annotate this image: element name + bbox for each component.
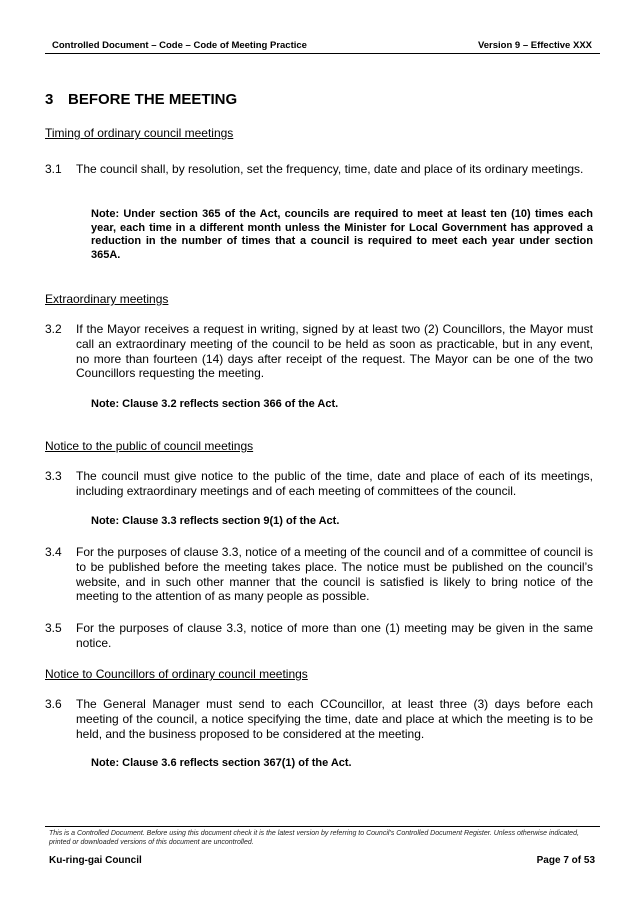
clause-number: 3.1 — [45, 162, 62, 176]
clause-number: 3.4 — [45, 545, 62, 559]
note-clause-3-6: Note: Clause 3.6 reflects section 367(1) of the Act. — [91, 757, 352, 769]
note-clause-3-3: Note: Clause 3.3 reflects section 9(1) of the Act. — [91, 515, 340, 527]
clause-number: 3.6 — [45, 697, 62, 711]
subheading-notice-public: Notice to the public of council meetings — [45, 439, 254, 453]
page-header — [45, 38, 600, 54]
note-clause-3-2: Note: Clause 3.2 reflects section 366 of the Act. — [91, 398, 339, 410]
clause-3-6 — [45, 697, 593, 741]
clause-text: If the Mayor receives a request in writing, signed by at least two (2) Councillors, the Mayor must call an extraordinary meeting of the council to be held as soon as practicable, but in any event, no more than fourteen (14) days after receipt of the request. The Mayor can be one of the two Councillors requesting the meeting. — [76, 322, 593, 381]
clause-3-1 — [45, 162, 593, 177]
subheading-extraordinary: Extraordinary meetings — [45, 292, 169, 306]
footer-disclaimer: This is a Controlled Document. Before using this document check it is the latest version by referring to Council’s Controlled Document Register. Unless otherwise indicated, printed or downloaded versions of this document are uncontrolled. — [49, 830, 579, 846]
clause-text: For the purposes of clause 3.3, notice of a meeting of the council and of a committee of council is to be published before the meeting takes place. The notice must be published on the council’s website, and in such other manner that the council is satisfied is likely to bring notice of the meeting to the attention of as many people as possible. — [76, 545, 593, 604]
section-title: BEFORE THE MEETING — [68, 91, 238, 108]
clause-text: For the purposes of clause 3.3, notice of more than one (1) meeting may be given in the same notice. — [76, 621, 593, 650]
clause-3-3 — [45, 469, 593, 499]
clause-number: 3.3 — [45, 469, 62, 483]
footer-divider — [45, 826, 600, 827]
section-number: 3 — [45, 91, 54, 108]
clause-3-5 — [45, 621, 593, 651]
section-heading — [45, 91, 237, 108]
clause-text: The council shall, by resolution, set the frequency, time, date and place of its ordinary meetings. — [76, 162, 584, 176]
clause-number: 3.2 — [45, 322, 62, 336]
subheading-timing: Timing of ordinary council meetings — [45, 126, 234, 140]
footer-page-number: Page 7 of 53 — [536, 855, 595, 866]
footer-organisation: Ku-ring-gai Council — [49, 855, 142, 866]
clause-3-4 — [45, 545, 593, 604]
clause-text: The council must give notice to the public of the time, date and place of each of its meetings, including extraordinary meetings and of each meeting of committees of the council. — [76, 469, 593, 498]
clause-text: The General Manager must send to each CCouncillor, at least three (3) days before each meeting of the council, a notice specifying the time, date and place at which the meeting is to be held, and the business proposed to be considered at the meeting. — [76, 697, 593, 741]
note-section-365: Note: Under section 365 of the Act, councils are required to meet at least ten (10) times each year, each time in a different month unless the Minister for Local Government has approved a reduction in the number of times that a council is required to meet each year under section 365A. — [91, 208, 593, 261]
subheading-notice-councillors: Notice to Councillors of ordinary council meetings — [45, 667, 308, 681]
header-document-title: Controlled Document – Code – Code of Meeting Practice — [52, 40, 307, 51]
clause-3-2 — [45, 322, 593, 381]
clause-number: 3.5 — [45, 621, 62, 635]
header-version: Version 9 – Effective XXX — [477, 40, 592, 51]
